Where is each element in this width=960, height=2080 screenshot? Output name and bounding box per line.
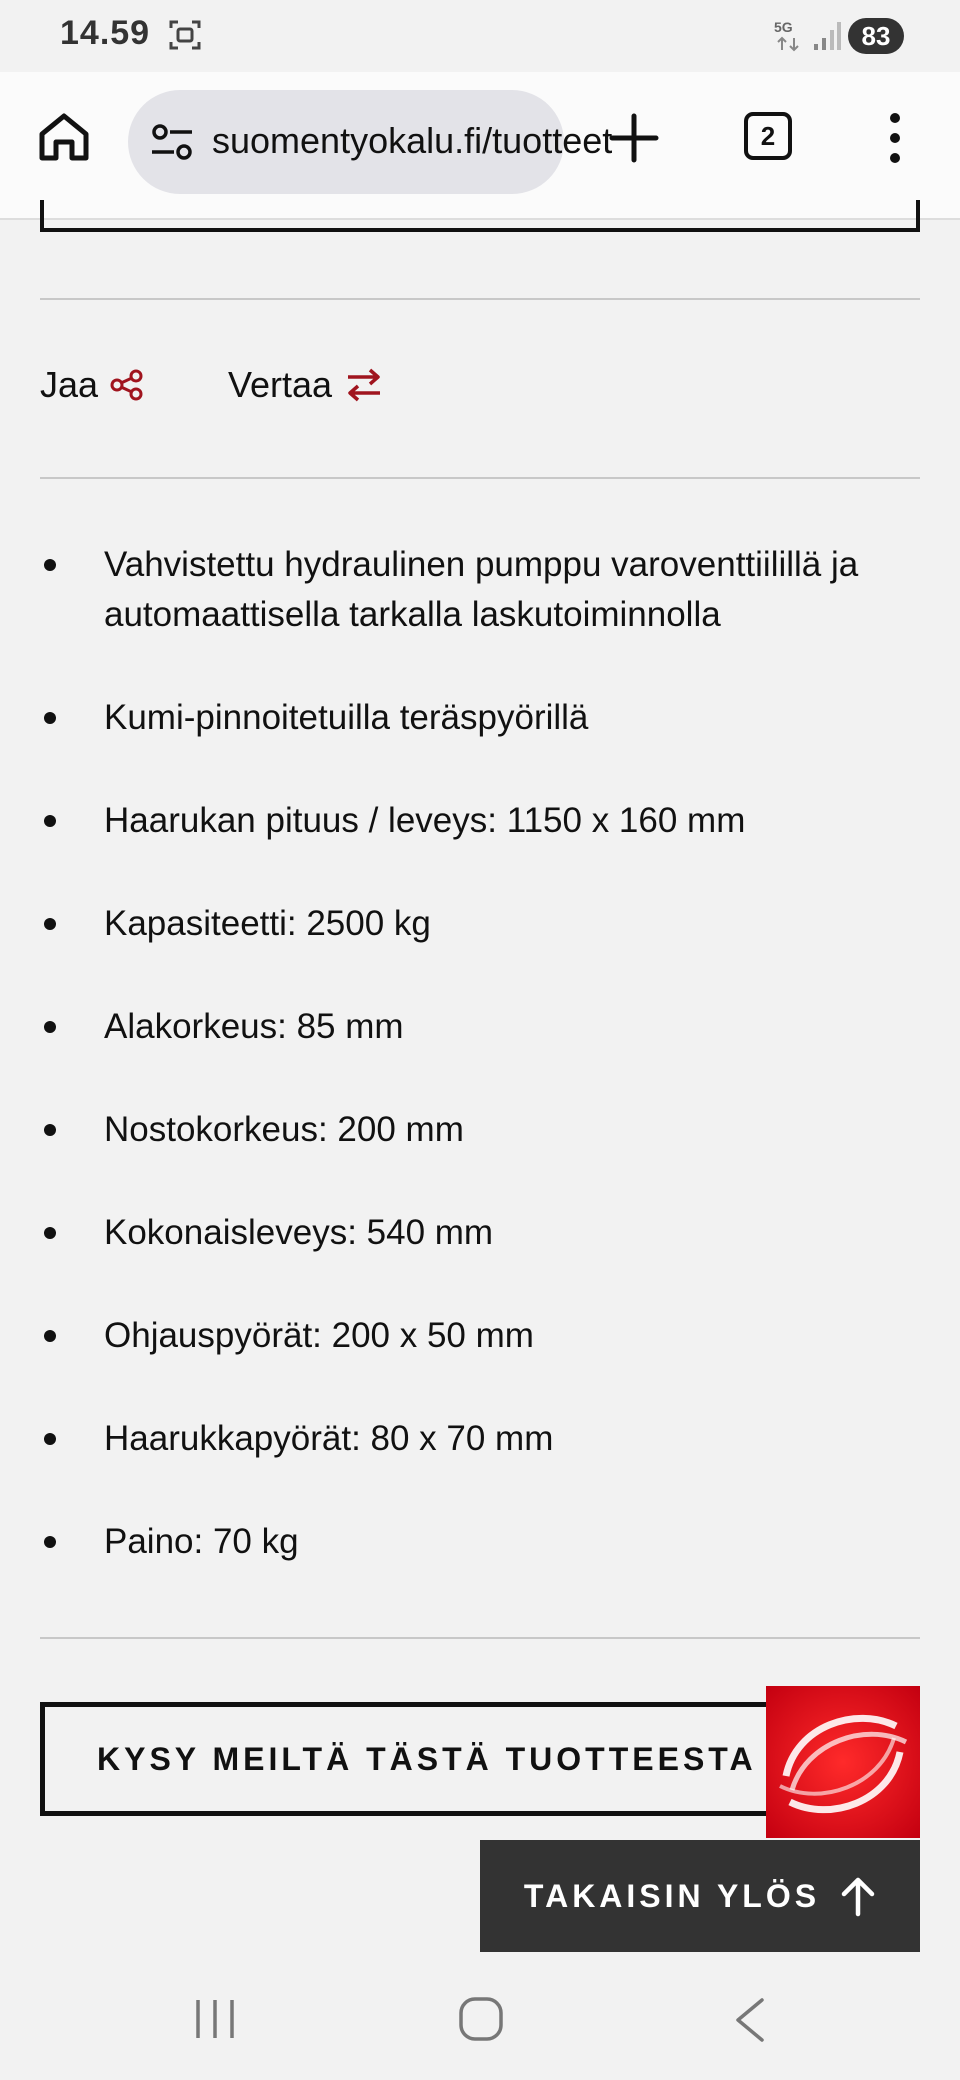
feature-text: Kumi-pinnoitetuilla teräspyörillä [104, 698, 589, 737]
divider [40, 298, 920, 300]
list-item [40, 1208, 920, 1258]
feature-list [40, 540, 920, 1620]
browser-toolbar [0, 72, 960, 220]
battery-indicator: 83 [848, 18, 904, 54]
home-icon[interactable] [36, 108, 92, 164]
network-5g-icon [772, 18, 806, 54]
list-item [40, 1311, 920, 1361]
divider [40, 477, 920, 479]
status-time: 14.59 [60, 14, 151, 52]
new-tab-icon[interactable] [608, 112, 660, 164]
bullet [44, 1330, 56, 1342]
list-item [40, 899, 920, 949]
bullet [44, 1124, 56, 1136]
feature-text: Haarukan pituus / leveys: 1150 x 160 mm [104, 801, 746, 840]
arrow-up-icon [840, 1876, 876, 1916]
list-item [40, 540, 920, 640]
list-item [40, 1002, 920, 1052]
feature-text: Kapasiteetti: 2500 kg [104, 904, 431, 943]
feature-text: Alakorkeus: 85 mm [104, 1007, 404, 1046]
feature-text: Ohjauspyörät: 200 x 50 mm [104, 1316, 534, 1355]
back-to-top-label: TAKAISIN YLÖS [523, 1877, 821, 1914]
back-to-top-button[interactable] [480, 1840, 920, 1952]
site-settings-icon[interactable] [150, 122, 194, 162]
address-bar[interactable] [128, 90, 613, 194]
list-item [40, 796, 920, 846]
bullet [44, 1536, 56, 1548]
back-icon[interactable] [732, 1996, 768, 2044]
feature-text: Paino: 70 kg [104, 1522, 299, 1561]
feature-text: Nostokorkeus: 200 mm [104, 1110, 464, 1149]
compare-arrows-icon [344, 367, 384, 403]
compare-link[interactable] [228, 364, 384, 406]
share-label: Jaa [40, 364, 99, 405]
list-item [40, 1105, 920, 1155]
bullet [44, 1021, 56, 1033]
bullet [44, 712, 56, 724]
brand-logo-icon [766, 1686, 920, 1838]
share-icon [110, 368, 144, 402]
url-text: suomentyokalu.fi/tuotteet [212, 120, 613, 161]
screenshot-icon [168, 18, 202, 52]
list-item [40, 1517, 920, 1567]
bullet [44, 1433, 56, 1445]
status-bar [0, 0, 960, 72]
feature-text: Vahvistettu hydraulinen pumppu varoventtiilillä ja automaattisella tarkalla laskutoiminnolla [104, 545, 859, 634]
signal-icon [812, 20, 842, 52]
system-navigation-bar [0, 1960, 960, 2080]
more-options-icon[interactable] [880, 108, 910, 168]
recent-apps-icon[interactable] [192, 1996, 238, 2042]
ask-about-product-button[interactable]: KYSY MEILTÄ TÄSTÄ TUOTTEESTA [40, 1702, 784, 1816]
network-label: 5G [774, 19, 793, 35]
bullet [44, 815, 56, 827]
feature-text: Haarukkapyörät: 80 x 70 mm [104, 1419, 554, 1458]
compare-label: Vertaa [228, 364, 333, 405]
list-item [40, 1414, 920, 1464]
previous-section-box [40, 200, 920, 232]
tab-switcher-button[interactable]: 2 [744, 112, 792, 160]
bullet [44, 918, 56, 930]
list-item [40, 693, 920, 743]
share-link[interactable] [40, 364, 144, 406]
chat-widget-logo[interactable] [766, 1686, 920, 1838]
bullet [44, 559, 56, 571]
system-home-icon[interactable] [458, 1996, 504, 2042]
bullet [44, 1227, 56, 1239]
feature-text: Kokonaisleveys: 540 mm [104, 1213, 494, 1252]
divider [40, 1637, 920, 1639]
